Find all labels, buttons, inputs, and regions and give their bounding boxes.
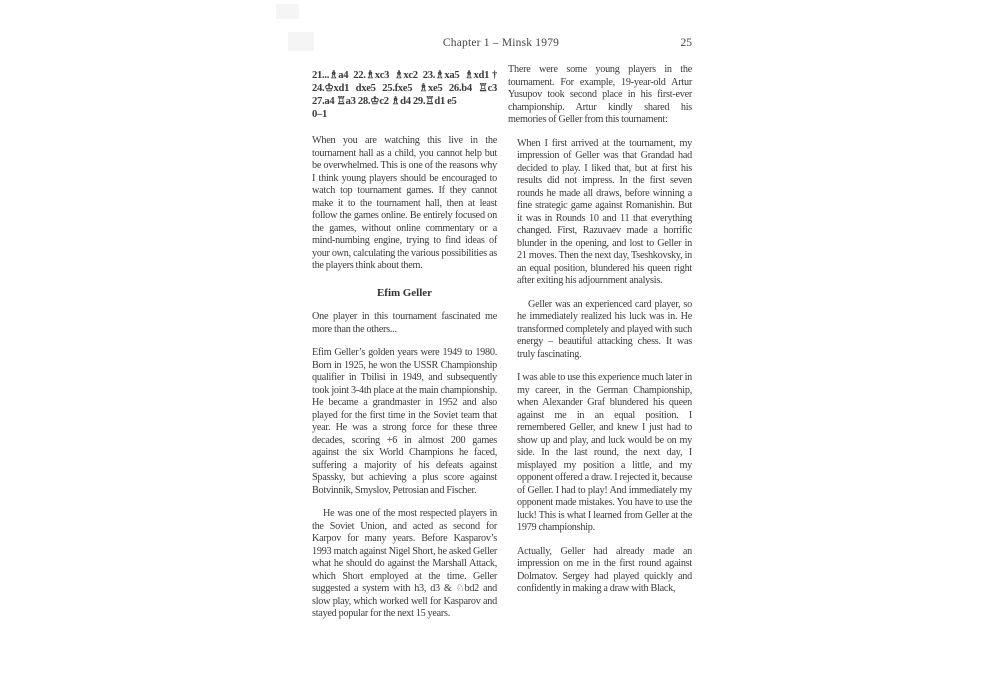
quote-paragraph: Geller was an experienced card player, so he immediately realized his luck was in. He transformed completely and played with such energy – beautiful attacking chess. It was truly fascinating. xyxy=(517,298,692,360)
body-paragraph: Efim Geller’s golden years were 1949 to 1980. Born in 1925, he won the USSR Championship qualifier in Tbilisi in 1949, and subsequently took joint 3-4th place at the main championship. He became a grandmaster in 1952 and also played for the first time in the Soviet team that year. He was a strong force for these three decades, scoring +6 in almost 200 games against the six World Champions he faced, suffering a majority of his defeats against Spassky, but achieving a plus score against Botvinnik, Smyslov, Petrosian and Fischer. xyxy=(312,347,497,496)
body-paragraph: He was one of the most respected players in the Soviet Union, and acted as second for Karpov for many years. Before Kasparov’s 1993 match against Nigel Short, he asked Geller what he should do against the Marshall Attack, which Short employed at the time. Geller suggested a system with h3, d3 & ♘bd2 and slow play, which worked well for Kasparov and stayed popular for the next 15 years. xyxy=(312,508,497,619)
game-result: 0–1 xyxy=(312,109,327,120)
moves-line: 21...♗a4 22.♗xc3 ♗xc2 23.♗xa5 ♗xd1† xyxy=(312,70,497,81)
quote-paragraph: I was able to use this experience much later in my career, in the German Championship, when Alexander Graf blundered his queen against me in an equal position. I remembered Geller, and knew I just had to show up and play, and luck would be on my side. In the last round, the next day, I misplayed my position a little, and my opponent offered a draw. I rejected it, because of Geller. I had to play! And immediately my opponent made mistakes. You have to use the luck! This is what I learned from Geller at the 1979 championship. xyxy=(517,372,692,533)
section-heading: Efim Geller xyxy=(376,286,433,299)
body-paragraph: There were some young players in the tournament. For example, 19-year-old Artur Yusupov took second place in his first-ever championship. Artur kindly shared his memories of Geller from this tournament: xyxy=(508,64,692,125)
page-number: 25 xyxy=(680,37,692,49)
right-text-column xyxy=(508,64,692,596)
block-quote xyxy=(517,138,692,596)
scan-artifact xyxy=(276,4,299,19)
moves-line: 24.♔xd1 dxe5 25.fxe5 ♗xe5 26.b4 ♖c3 xyxy=(312,83,497,94)
moves-line: 27.a4 ♖a3 28.♔c2 ♗d4 29.♖d1 e5 xyxy=(312,96,457,107)
body-paragraph: When you are watching this live in the tournament hall as a child, you cannot help but be overwhelmed. This is one of the reasons why I think young players should be encouraged to watch top tournament games. If they cannot make it to the tournament hall, then at least follow the games online. Be entirely focused on the games, without online commentary or a mind-numbing engine, trying to find ideas of your own, calculating the various possibilities as the players think about them. xyxy=(312,135,497,271)
quote-paragraph: Actually, Geller had already made an impression on me in the first round against Dolmatov. Sergey had played quickly and confidently in making a draw with Black, xyxy=(517,545,692,594)
quote-paragraph: When I first arrived at the tournament, my impression of Geller was that Grandad had decided to play. I liked that, but at first his results did not impress. In the first seven rounds he made all draws, before winning a fine strategic game against Romanishin. But it was in Rounds 10 and 11 that everything changed. First, Razuvaev made a horrific blunder in the opening, and lost to Geller in 21 moves. Then the next day, Tseshkovsky, in an equal position, blundered his queen right after exiting his adjournment analysis. xyxy=(517,137,692,286)
body-paragraph: One player in this tournament fascinated me more than the others... xyxy=(312,311,497,335)
running-head-chapter-title: Chapter 1 – Minsk 1979 xyxy=(442,37,560,49)
left-text-column xyxy=(312,69,497,621)
chess-game-moves xyxy=(312,69,497,121)
